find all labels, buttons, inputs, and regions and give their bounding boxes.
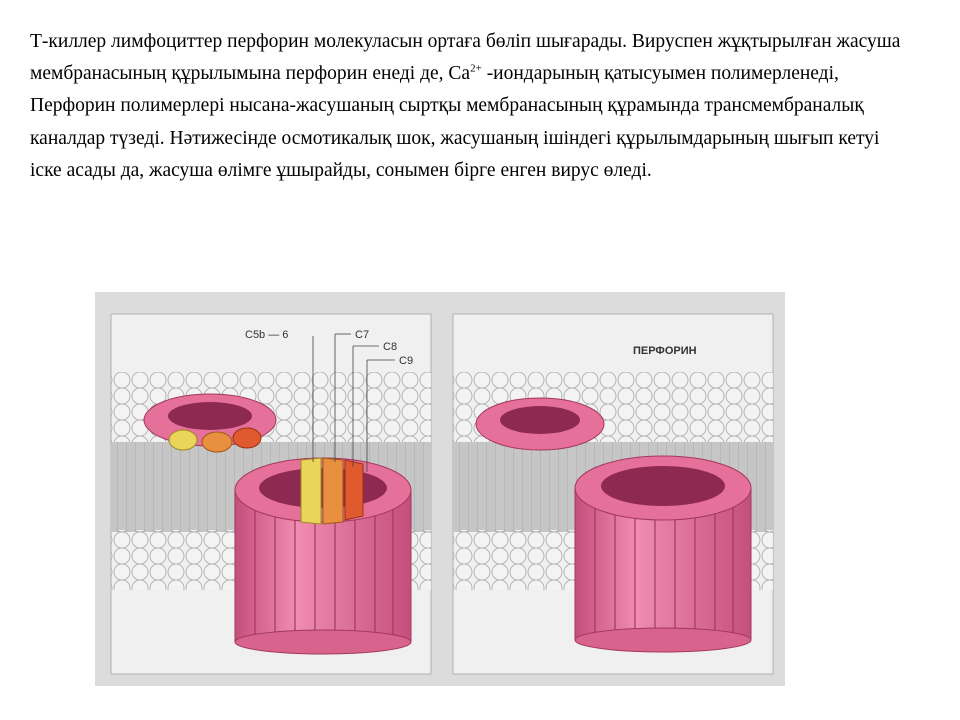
label-c7: C7 <box>355 329 370 341</box>
label-c9: C9 <box>399 355 414 367</box>
calcium-charge-superscript: 2+ <box>470 62 482 75</box>
label-c5b6: C5b — 6 <box>245 329 289 341</box>
label-c8: C8 <box>383 341 398 353</box>
left-panel-complement-channel <box>111 314 431 674</box>
right-panel-perforin-channel <box>453 314 773 674</box>
paragraph-text-part2: -иондарының қатысуымен полимерленеді, Перфорин полимерлері нысана-жасушаның сыртқы мембранасының құрамында трансмембраналық каналдар түзеді. Нәтижесінде осмотикалық шок, жасушаның ішіндегі құрылымдарының шығып кетуі іске асады да, жасуша өлімге ұшырайды, сонымен бірге енген вирус өледі. <box>30 63 880 181</box>
membrane-channel-figure <box>95 292 785 686</box>
label-perforin: ПЕРФОРИН <box>633 345 697 357</box>
paragraph-text-part1: Т-киллер лимфоциттер перфорин молекуласын ортаға бөліп шығарады. Вируспен жұқтырылған жасуша мембранасының құрылымына перфорин енеді де, Ca <box>30 31 901 85</box>
body-paragraph <box>30 26 910 187</box>
